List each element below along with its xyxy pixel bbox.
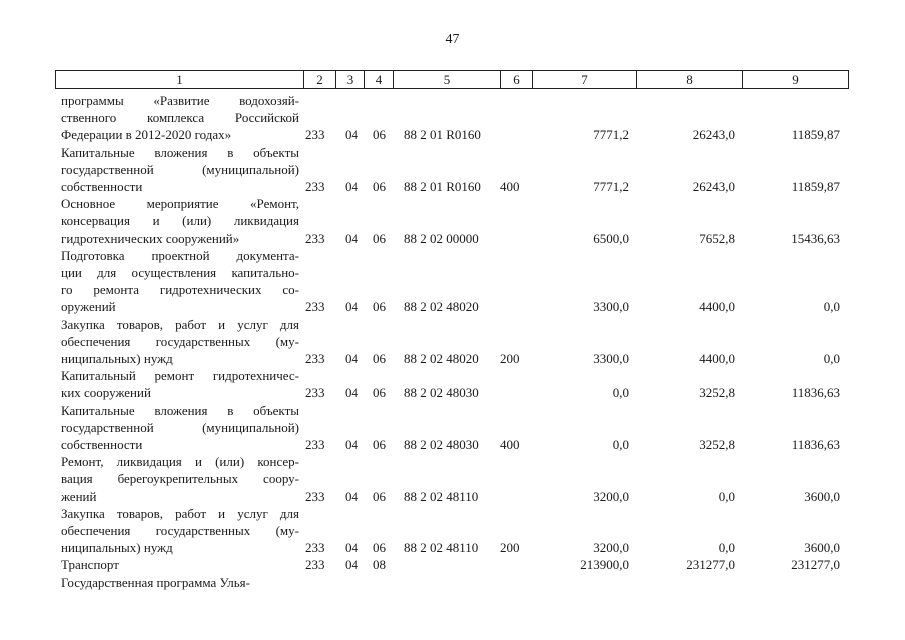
code-section: 04 bbox=[345, 230, 358, 246]
row-description bbox=[61, 195, 299, 247]
code-target: 88 2 02 48020 bbox=[404, 350, 479, 366]
code-section: 04 bbox=[345, 557, 358, 573]
amount-col-7: 3300,0 bbox=[593, 299, 629, 315]
description-line: Закупка товаров, работ и услуг для bbox=[61, 505, 299, 521]
code-subsection: 06 bbox=[373, 127, 386, 143]
description-line: консервация и (или) ликвидация bbox=[61, 213, 299, 229]
description-line: государственной (муниципальной) bbox=[61, 161, 299, 177]
amount-col-8: 26243,0 bbox=[692, 178, 735, 194]
code-admin: 233 bbox=[305, 436, 325, 452]
code-target: 88 2 01 R0160 bbox=[404, 127, 481, 143]
row-description bbox=[61, 505, 299, 557]
amount-col-8: 0,0 bbox=[718, 488, 735, 504]
amount-col-7: 7771,2 bbox=[593, 178, 629, 194]
row-description bbox=[61, 316, 299, 368]
description-line: вация берегоукрепительных соору- bbox=[61, 471, 299, 487]
code-subsection: 06 bbox=[373, 350, 386, 366]
amount-col-7: 213900,0 bbox=[580, 557, 629, 573]
table-body bbox=[0, 92, 905, 591]
table-row bbox=[0, 556, 905, 573]
table-row bbox=[0, 247, 905, 316]
amount-col-8: 4400,0 bbox=[699, 350, 735, 366]
code-target: 88 2 02 48030 bbox=[404, 436, 479, 452]
amount-col-7: 0,0 bbox=[612, 385, 629, 401]
amount-col-9: 11859,87 bbox=[791, 178, 840, 194]
table-row bbox=[0, 316, 905, 368]
amount-col-7: 0,0 bbox=[612, 436, 629, 452]
description-line: жений bbox=[61, 488, 97, 504]
amount-col-7: 3200,0 bbox=[593, 540, 629, 556]
description-line: собственности bbox=[61, 436, 143, 452]
code-subsection: 06 bbox=[373, 385, 386, 401]
description-line: ции для осуществления капитально- bbox=[61, 264, 299, 280]
code-subsection: 06 bbox=[373, 230, 386, 246]
code-admin: 233 bbox=[305, 488, 325, 504]
header-col-7: 7 bbox=[532, 71, 636, 88]
amount-col-7: 3200,0 bbox=[593, 488, 629, 504]
row-description bbox=[61, 144, 299, 196]
code-section: 04 bbox=[345, 350, 358, 366]
code-section: 04 bbox=[345, 540, 358, 556]
amount-col-9: 15436,63 bbox=[791, 230, 840, 246]
description-line: обеспечения государственных (му- bbox=[61, 333, 299, 349]
description-line: Государственная программа Улья- bbox=[61, 574, 250, 590]
description-line: го ремонта гидротехнических со- bbox=[61, 282, 299, 298]
description-line: обеспечения государственных (му- bbox=[61, 522, 299, 538]
header-col-3: 3 bbox=[335, 71, 364, 88]
amount-col-8: 26243,0 bbox=[692, 127, 735, 143]
amount-col-8: 7652,8 bbox=[699, 230, 735, 246]
amount-col-8: 3252,8 bbox=[699, 385, 735, 401]
description-line: ственного комплекса Российской bbox=[61, 110, 299, 126]
description-line: Федерации в 2012-2020 годах» bbox=[61, 127, 232, 143]
code-section: 04 bbox=[345, 488, 358, 504]
code-expense-type: 400 bbox=[500, 436, 520, 452]
header-col-4: 4 bbox=[364, 71, 393, 88]
code-expense-type: 200 bbox=[500, 540, 520, 556]
table-row bbox=[0, 195, 905, 247]
code-target: 88 2 02 48110 bbox=[404, 488, 479, 504]
row-description bbox=[61, 367, 299, 401]
description-line: программы «Развитие водохозяй- bbox=[61, 93, 299, 108]
code-subsection: 06 bbox=[373, 436, 386, 452]
description-line: ниципальных) нужд bbox=[61, 350, 173, 366]
code-target: 88 2 02 00000 bbox=[404, 230, 479, 246]
code-expense-type: 200 bbox=[500, 350, 520, 366]
page-number: 47 bbox=[445, 32, 460, 47]
code-subsection: 08 bbox=[373, 557, 386, 573]
amount-col-8: 0,0 bbox=[718, 540, 735, 556]
code-admin: 233 bbox=[305, 178, 325, 194]
amount-col-9: 0,0 bbox=[823, 299, 840, 315]
description-line: Капитальные вложения в объекты bbox=[61, 144, 299, 160]
code-subsection: 06 bbox=[373, 178, 386, 194]
code-subsection: 06 bbox=[373, 540, 386, 556]
amount-col-9: 0,0 bbox=[823, 350, 840, 366]
table-row bbox=[0, 574, 905, 591]
table-row bbox=[0, 453, 905, 505]
amount-col-9: 3600,0 bbox=[804, 540, 840, 556]
code-section: 04 bbox=[345, 299, 358, 315]
header-col-6: 6 bbox=[500, 71, 532, 88]
row-description bbox=[61, 574, 299, 591]
table-row bbox=[0, 92, 905, 144]
header-col-1: 1 bbox=[176, 72, 183, 87]
code-target: 88 2 02 48020 bbox=[404, 299, 479, 315]
description-line: государственной (муниципальной) bbox=[61, 419, 299, 435]
header-col-5: 5 bbox=[393, 71, 500, 88]
code-target: 88 2 02 48030 bbox=[404, 385, 479, 401]
table-header bbox=[55, 70, 849, 89]
description-line: ниципальных) нужд bbox=[61, 540, 173, 556]
row-description bbox=[61, 247, 299, 316]
code-target: 88 2 02 48110 bbox=[404, 540, 479, 556]
description-line: Подготовка проектной документа- bbox=[61, 247, 299, 263]
code-section: 04 bbox=[345, 436, 358, 452]
description-line: гидротехнических сооружений» bbox=[61, 230, 240, 246]
code-admin: 233 bbox=[305, 299, 325, 315]
row-description bbox=[61, 453, 299, 505]
amount-col-9: 11836,63 bbox=[791, 385, 840, 401]
code-subsection: 06 bbox=[373, 299, 386, 315]
row-description bbox=[61, 402, 299, 454]
table-row bbox=[0, 144, 905, 196]
description-line: собственности bbox=[61, 178, 143, 194]
amount-col-7: 3300,0 bbox=[593, 350, 629, 366]
description-line: ких сооружений bbox=[61, 385, 151, 401]
amount-col-7: 6500,0 bbox=[593, 230, 629, 246]
amount-col-7: 7771,2 bbox=[593, 127, 629, 143]
code-section: 04 bbox=[345, 385, 358, 401]
code-admin: 233 bbox=[305, 540, 325, 556]
description-line: Основное мероприятие «Ремонт, bbox=[61, 196, 299, 212]
code-subsection: 06 bbox=[373, 488, 386, 504]
description-line: Ремонт, ликвидация и (или) консер- bbox=[61, 454, 299, 470]
row-description bbox=[61, 92, 299, 144]
amount-col-8: 3252,8 bbox=[699, 436, 735, 452]
code-target: 88 2 01 R0160 bbox=[404, 178, 481, 194]
header-col-9: 9 bbox=[742, 71, 848, 88]
description-line: оружений bbox=[61, 299, 116, 315]
amount-col-8: 231277,0 bbox=[686, 557, 735, 573]
code-admin: 233 bbox=[305, 127, 325, 143]
amount-col-9: 11836,63 bbox=[791, 436, 840, 452]
description-line: Закупка товаров, работ и услуг для bbox=[61, 316, 299, 332]
amount-col-9: 11859,87 bbox=[791, 127, 840, 143]
description-line: Капитальные вложения в объекты bbox=[61, 402, 299, 418]
header-col-8: 8 bbox=[636, 71, 742, 88]
header-col-2: 2 bbox=[303, 71, 335, 88]
code-admin: 233 bbox=[305, 557, 325, 573]
code-admin: 233 bbox=[305, 230, 325, 246]
amount-col-9: 3600,0 bbox=[804, 488, 840, 504]
amount-col-9: 231277,0 bbox=[791, 557, 840, 573]
table-row bbox=[0, 402, 905, 454]
code-expense-type: 400 bbox=[500, 178, 520, 194]
code-admin: 233 bbox=[305, 350, 325, 366]
code-section: 04 bbox=[345, 127, 358, 143]
amount-col-8: 4400,0 bbox=[699, 299, 735, 315]
description-line: Транспорт bbox=[61, 557, 119, 573]
table-row bbox=[0, 367, 905, 401]
code-admin: 233 bbox=[305, 385, 325, 401]
description-line: Капитальный ремонт гидротехничес- bbox=[61, 368, 299, 384]
code-section: 04 bbox=[345, 178, 358, 194]
table-row bbox=[0, 505, 905, 557]
row-description bbox=[61, 556, 299, 573]
